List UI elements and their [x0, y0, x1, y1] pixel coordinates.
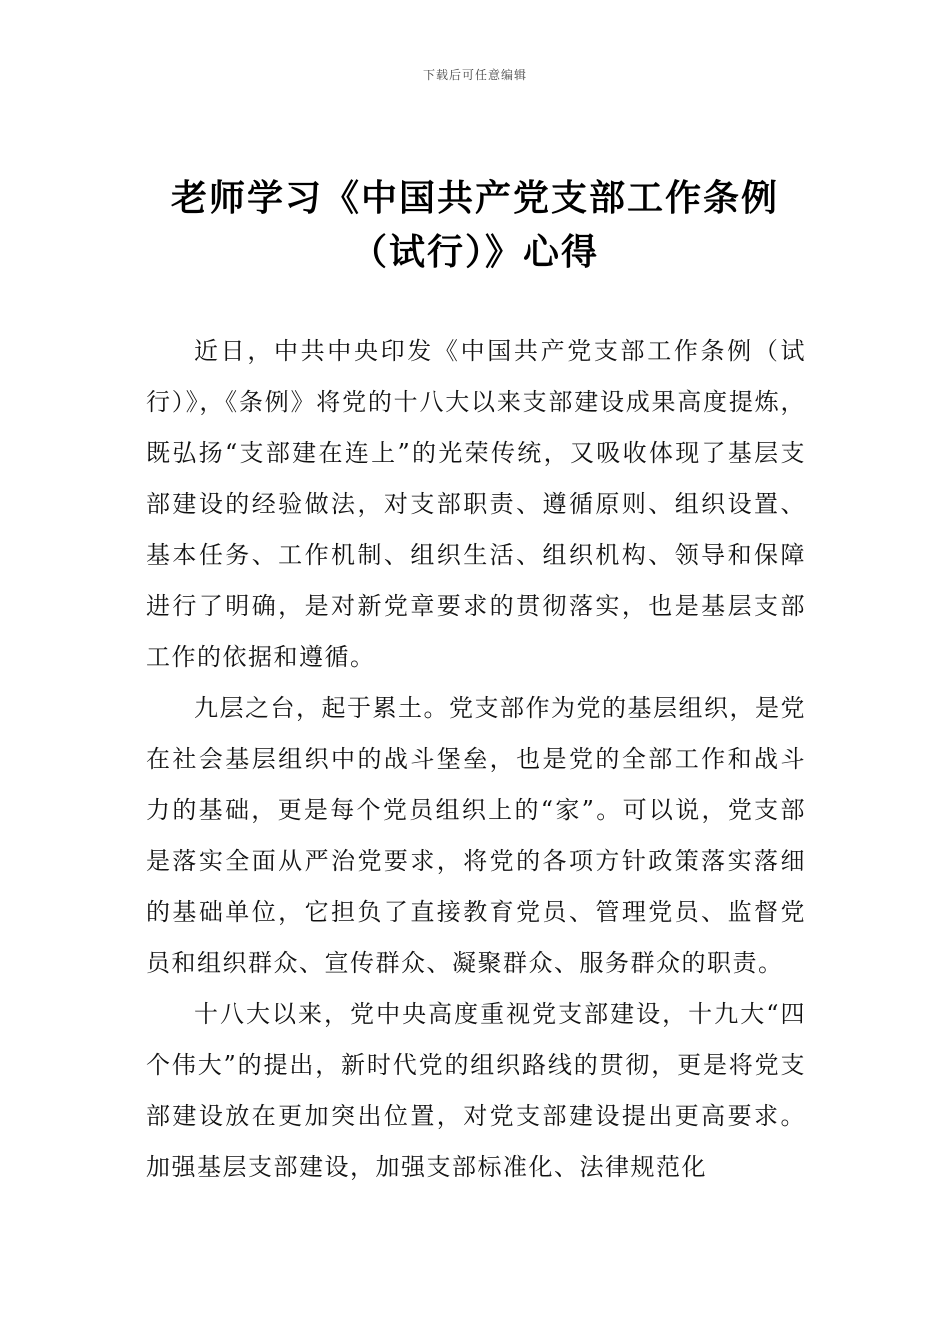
paragraph-3: 十八大以来，党中央高度重视党支部建设，十九大“四个伟大”的提出，新时代党的组织路线的贯彻，更是将党支部建设放在更加突出位置，对党支部建设提出更高要求。加强基层支部建设，加强支部标准化、法律规范化 — [146, 1000, 806, 1181]
header-note: 下载后可任意编辑 — [422, 68, 527, 82]
paragraph-2: 九层之台，起于累土。党支部作为党的基层组织，是党在社会基层组织中的战斗堡垒，也是党的全部工作和战斗力的基础，更是每个党员组织上的“家”。可以说，党支部是落实全面从严治党要求，将党的各项方针政策落实落细的基础单位，它担负了直接教育党员、管理党员、监督党员和组织群众、宣传群众、凝聚群众、服务群众的职责。 — [146, 694, 806, 977]
document-body — [146, 326, 806, 1193]
document-title: 老师学习《中国共产党支部工作条例（试行）》心得 — [170, 178, 779, 273]
paragraph-1: 近日，中共中央印发《中国共产党支部工作条例（试行）》，《条例》将党的十八大以来支部建设成果高度提炼，既弘扬“支部建在连上”的光荣传统，又吸收体现了基层支部建设的经验做法，对支部职责、遵循原则、组织设置、基本任务、工作机制、组织生活、组织机构、领导和保障进行了明确，是对新党章要求的贯彻落实，也是基层支部工作的依据和遵循。 — [146, 337, 806, 671]
